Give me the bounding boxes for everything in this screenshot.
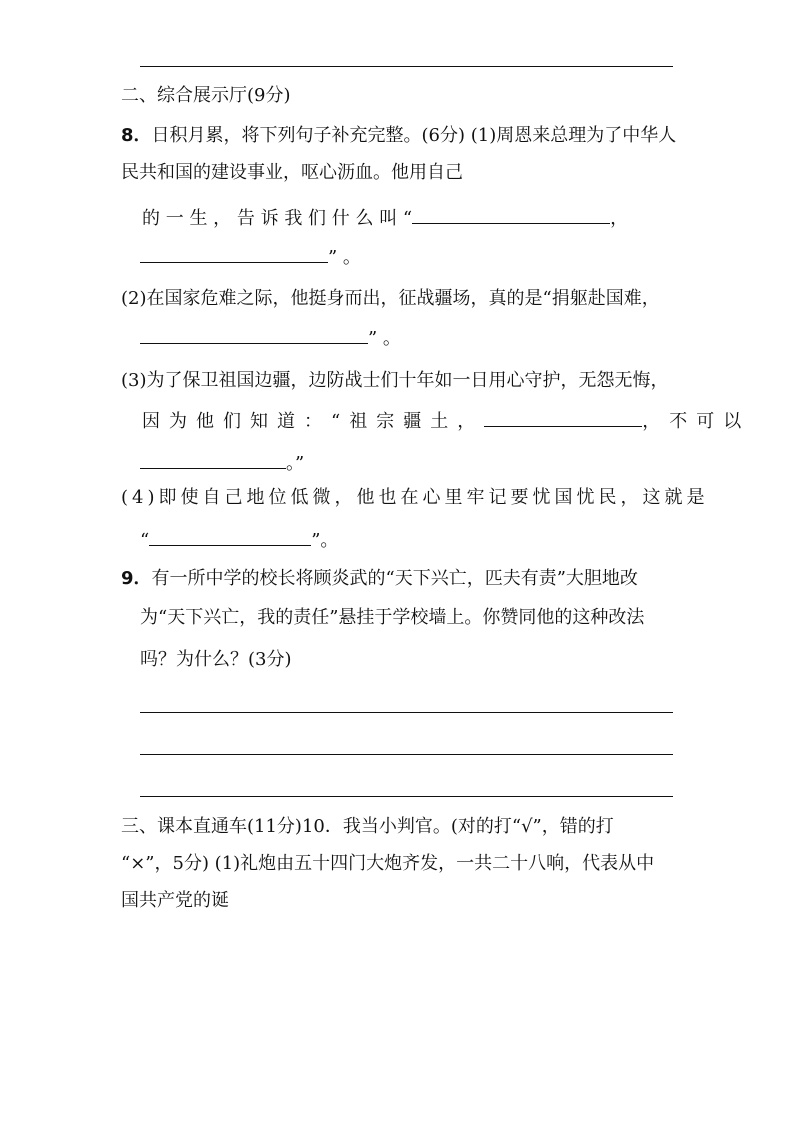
fill-blank-q8-4[interactable] — [149, 527, 311, 546]
answer-line-q9-2[interactable] — [140, 754, 673, 755]
fill-blank-q8-2[interactable] — [140, 325, 368, 344]
question-9-number: 9． — [121, 568, 152, 589]
question-8-item-2-line-2 — [140, 325, 401, 351]
question-8-item-3-line-2 — [142, 408, 750, 434]
q8-item3-prefix: 因为他们知道：“祖宗疆土， — [142, 411, 485, 432]
question-8-line-2: 民共和国的建设事业，呕心沥血。他用自己 — [121, 162, 463, 183]
question-8-item-3-line-3 — [140, 450, 304, 476]
question-8-item-1-line-4 — [140, 244, 361, 270]
question-8-line-1 — [121, 124, 676, 148]
fill-blank-q8-1a[interactable] — [412, 205, 610, 224]
answer-line-q9-3[interactable] — [140, 796, 673, 797]
section-3-line-3: 国共产党的诞 — [121, 890, 229, 911]
answer-line-top — [140, 66, 673, 67]
question-8-item-3-line-1: (3)为了保卫祖国边疆，边防战士们十年如一日用心守护，无怨无悔， — [121, 370, 669, 391]
q8-item3-mid: ，不可以 — [642, 411, 751, 432]
question-8-intro: 日积月累，将下列句子补充完整。(6分) (1)周恩来总理为了中华人 — [151, 125, 677, 146]
fill-blank-q8-1b[interactable] — [140, 244, 328, 263]
question-8-number: 8． — [121, 125, 152, 146]
question-8-item-4-line-1: (4)即使自己地位低微，他也在心里牢记要忧国忧民，这就是 — [121, 487, 709, 508]
fill-blank-q8-3b[interactable] — [140, 450, 286, 469]
q8-item3-close: 。” — [286, 453, 305, 474]
question-9-line-1 — [121, 567, 638, 591]
question-8-item-1-line-3 — [142, 205, 628, 231]
question-8-item-2-line-1: (2)在国家危难之际，他挺身而出，征战疆场，真的是“捐躯赴国难， — [121, 288, 660, 309]
q8-item4-open: “ — [140, 530, 150, 551]
q8-item2-close: ” 。 — [368, 328, 401, 349]
section-3-line-1: 三、课本直通车(11分)10．我当小判官。(对的打“√”，错的打 — [121, 816, 614, 837]
section-2-heading: 二、综合展示厅(9分) — [121, 85, 291, 106]
answer-line-q9-1[interactable] — [140, 712, 673, 713]
question-9-text-1: 有一所中学的校长将顾炎武的“天下兴亡，匹夫有责”大胆地改 — [151, 568, 638, 589]
question-9-line-3: 吗？为什么？(3分) — [140, 649, 292, 670]
q8-item1-close: ” 。 — [328, 247, 361, 268]
q8-item1-comma: ， — [610, 208, 629, 229]
question-8-item-4-line-2 — [140, 527, 338, 553]
section-3-line-2: “×”，5分) (1)礼炮由五十四门大炮齐发，一共二十八响，代表从中 — [121, 853, 655, 874]
fill-blank-q8-3a[interactable] — [484, 408, 642, 427]
q8-item4-close: ”。 — [311, 530, 339, 551]
q8-item1-prefix: 的 一 生 ， 告 诉 我 们 什 么 叫 “ — [142, 208, 413, 229]
question-9-line-2: 为“天下兴亡，我的责任”悬挂于学校墙上。你赞同他的这种改法 — [140, 607, 645, 628]
